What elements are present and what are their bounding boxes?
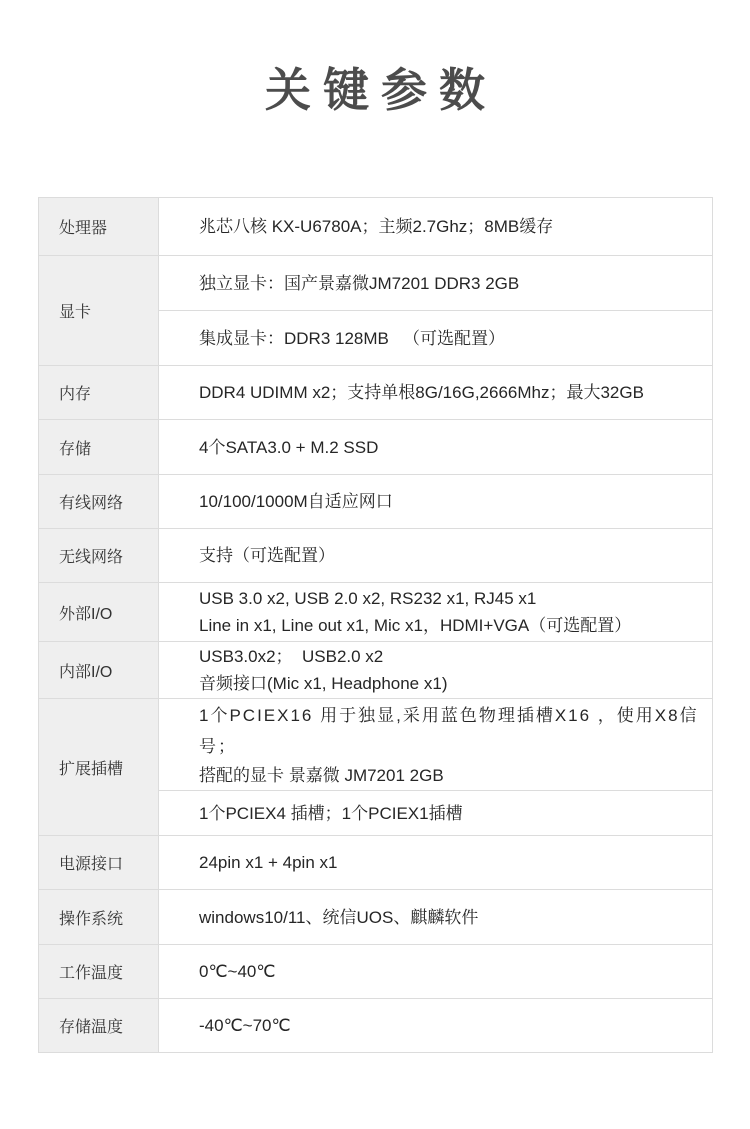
spec-value-line: 0℃~40℃ [199, 962, 276, 981]
spec-row-storage-temperature [39, 999, 713, 1053]
spec-value [159, 475, 713, 529]
spec-value-line: 支持（可选配置） [199, 546, 335, 565]
spec-value [159, 529, 713, 583]
spec-value-line: USB3.0x2； USB2.0 x2 [199, 647, 384, 666]
spec-row-wireless-network [39, 529, 713, 583]
spec-label: 无线网络 [39, 529, 159, 583]
spec-label: 存储 [39, 420, 159, 475]
spec-label: 存储温度 [39, 999, 159, 1053]
spec-row-internal-io [39, 642, 713, 699]
spec-value-line: 集成显卡：DDR3 128MB （可选配置） [199, 328, 506, 348]
spec-label: 工作温度 [39, 945, 159, 999]
spec-row-expansion-slots-pciex16 [39, 699, 713, 791]
spec-value [159, 256, 713, 311]
spec-row-storage [39, 420, 713, 475]
spec-value [159, 642, 713, 699]
spec-value-line: 兆芯八核 KX-U6780A；主频2.7Ghz；8MB缓存 [199, 217, 554, 236]
spec-row-power-connector [39, 836, 713, 890]
spec-value [159, 836, 713, 890]
spec-value [159, 945, 713, 999]
spec-value-line: 1个PCIEX16 用于独显,采用蓝色物理插槽X16 ，使用X8信号； [199, 706, 699, 756]
spec-value-line: -40℃~70℃ [199, 1016, 291, 1035]
spec-value [159, 420, 713, 475]
spec-value [159, 311, 713, 366]
spec-label: 显卡 [39, 256, 159, 366]
spec-value-line: Line in x1, Line out x1, Mic x1，HDMI+VGA（可选配置） [199, 616, 632, 635]
spec-label: 内存 [39, 366, 159, 420]
spec-label: 处理器 [39, 198, 159, 256]
spec-label: 有线网络 [39, 475, 159, 529]
spec-value [159, 999, 713, 1053]
spec-value-line: windows10/11、统信UOS、麒麟软件 [199, 907, 479, 927]
spec-value [159, 699, 713, 791]
spec-value-line: USB 3.0 x2, USB 2.0 x2, RS232 x1, RJ45 x1 [199, 589, 537, 608]
spec-value-line: 4个SATA3.0 + M.2 SSD [199, 437, 379, 457]
page-title: 关键参数 [265, 64, 497, 116]
spec-row-processor [39, 198, 713, 256]
spec-value [159, 791, 713, 836]
spec-value-line: 音频接口(Mic x1, Headphone x1) [199, 674, 448, 693]
spec-row-memory [39, 366, 713, 420]
spec-value-line: 10/100/1000M自适应网口 [199, 492, 393, 511]
spec-value-line: DDR4 UDIMM x2；支持单根8G/16G,2666Mhz；最大32GB [199, 383, 644, 402]
spec-row-graphics-discrete [39, 256, 713, 311]
spec-label: 外部I/O [39, 583, 159, 642]
spec-row-external-io [39, 583, 713, 642]
spec-label: 内部I/O [39, 642, 159, 699]
spec-label: 操作系统 [39, 890, 159, 945]
spec-value [159, 366, 713, 420]
spec-row-wired-network [39, 475, 713, 529]
spec-row-operating-system [39, 890, 713, 945]
spec-value [159, 890, 713, 945]
spec-value [159, 583, 713, 642]
spec-value-line: 独立显卡：国产景嘉微JM7201 DDR3 2GB [199, 273, 520, 293]
spec-label: 电源接口 [39, 836, 159, 890]
spec-value-line: 24pin x1 + 4pin x1 [199, 853, 338, 872]
spec-value-line: 1个PCIEX4 插槽；1个PCIEX1插槽 [199, 803, 463, 823]
spec-label: 扩展插槽 [39, 699, 159, 836]
spec-value [159, 198, 713, 256]
spec-value-line: 搭配的显卡 景嘉微 JM7201 2GB [199, 766, 444, 785]
spec-table [38, 197, 713, 1053]
spec-row-operating-temperature [39, 945, 713, 999]
